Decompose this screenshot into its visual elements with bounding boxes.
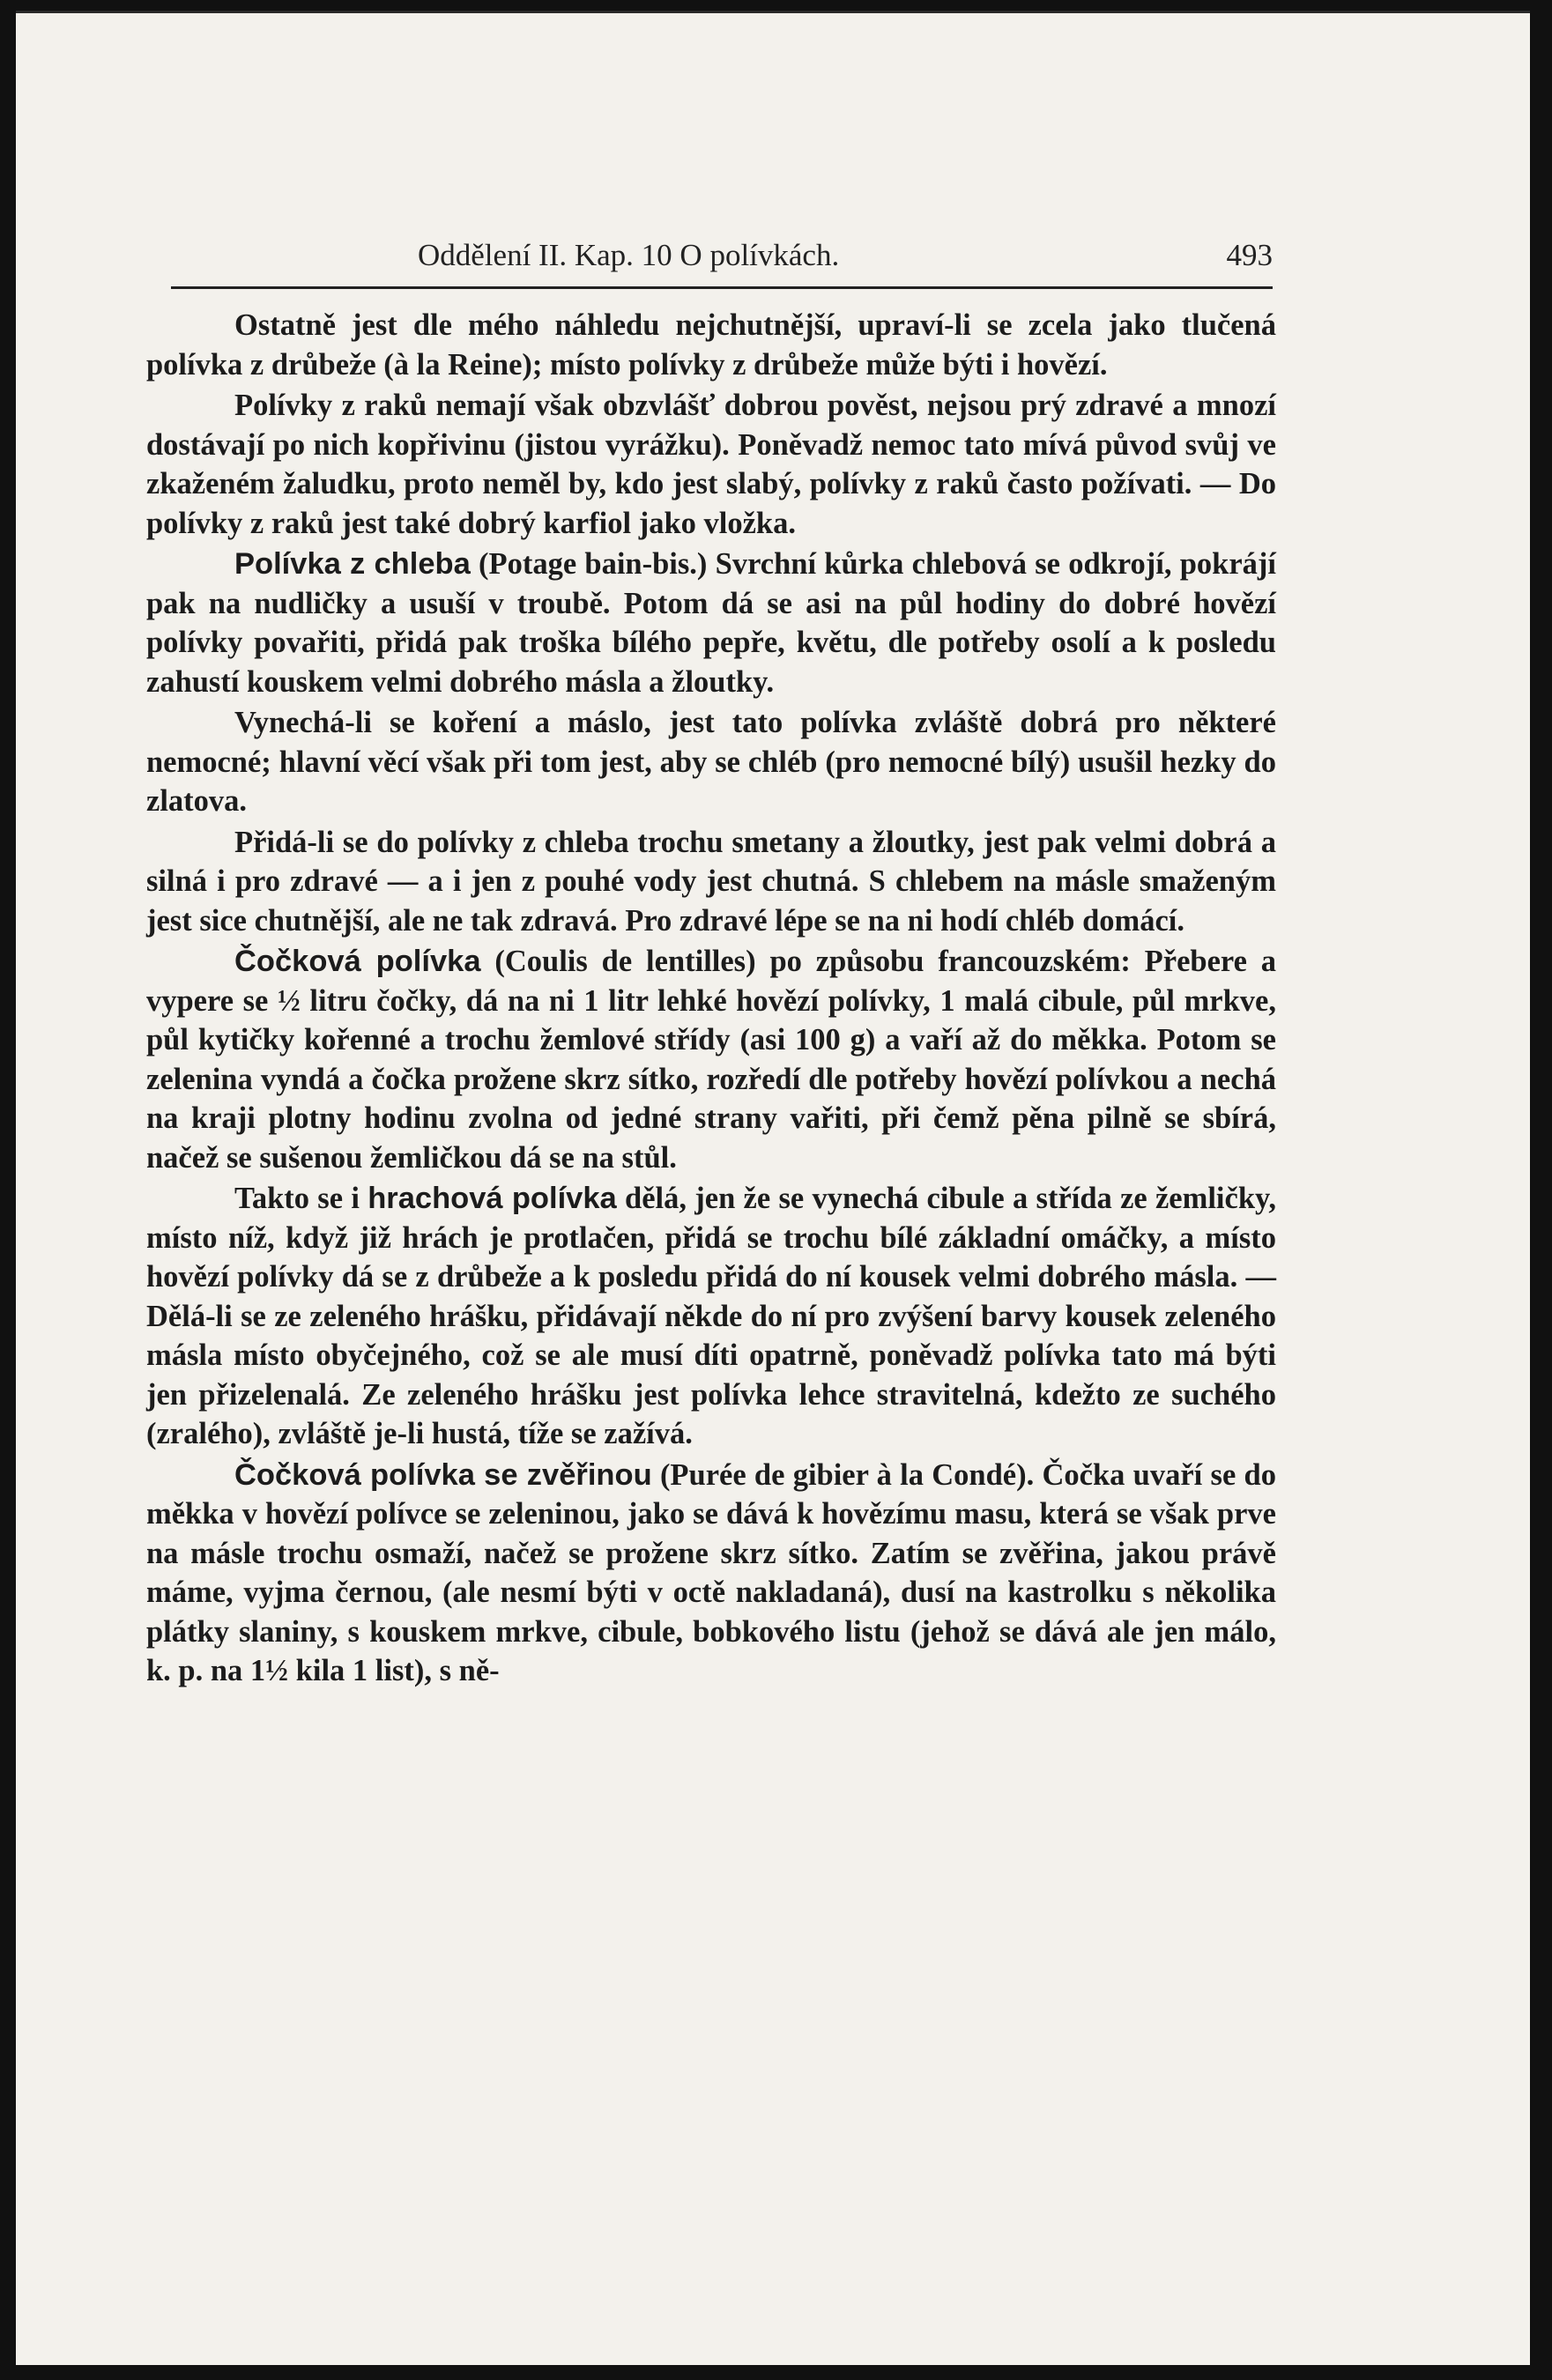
chapter-title: Oddělení II. Kap. 10 O polívkách. (418, 238, 840, 272)
paragraph: Čočková polívka se zvěřinou (Purée de gibier à la Condé). Čočka uvaří se do měkka v hovězí polívce se zeleninou, jako se dává k hovězímu masu, která se však prve na másle trochu osmaží, načež se prožene skrz sítko. Zatím se zvěřina, jakou právě máme, vyjma černou, (ale nesmí býti v octě nakladaná), dusí na kastrolku s několika plátky slaniny, s kouskem mrkve, cibule, bobkového listu (jehož se dává ale jen málo, k. p. na 1½ kila 1 list), s ně- (146, 1457, 1276, 1687)
paragraph: Přidá-li se do polívky z chleba trochu smetany a žloutky, jest pak velmi dobrá a silná i pro zdravé — a i jen z pouhé vody jest chutná. S chlebem na másle smaženým jest sice chutnější, ale ne tak zdravá. Pro zdravé lépe se na ni hodí chléb domácí. (146, 825, 1276, 938)
header-rule (171, 286, 1273, 289)
paragraph: Takto se i hrachová polívka dělá, jen že se vynechá cibule a střída ze žemličky, místo níž, když již hrách je protlačen, přidá se trochu bílé základní omáčky, a místo hovězí polívky dá se z drůbeže a k posledu přidá do ní kousek velmi dobrého másla. — Dělá-li se ze zeleného hrášku, přidávají někde do ní pro zvýšení barvy kousek zeleného másla místo obyčejného, což se ale musí díti opatrně, poněvadž polívka tato má býti jen přizelenalá. Ze zeleného hrášku jest polívka lehce stravitelná, kdežto ze suchého (zralého), zvláště je-li hustá, tíže se zažívá. (146, 1182, 1276, 1450)
running-header (171, 238, 1273, 282)
paragraph: Ostatně jest dle mého náhledu nejchutnější, upraví-li se zcela jako tlučená polívka z drůbeže (à la Reine); místo polívky z drůbeže může býti i hovězí. (146, 308, 1276, 382)
recipe-heading: Čočková polívka (234, 945, 481, 978)
book-page (16, 11, 1530, 2365)
page-number: 493 (1226, 238, 1273, 272)
body-text (146, 306, 1276, 1693)
paragraph: Čočková polívka (Coulis de lentilles) po způsobu francouzském: Přebere a vypere se ½ litru čočky, dá na ni 1 litr lehké hovězí polívky, 1 malá cibule, půl mrkve, půl kytičky kořenné a trochu žemlové střídy (asi 100 g) a vaří až do měkka. Potom se zelenina vyndá a čočka prožene skrz sítko, rozředí dle potřeby hovězí polívkou a nechá na kraji plotny hodinu zvolna od jedné strany vařiti, při čemž pěna pilně se sbírá, načež se sušenou žemličkou dá se na stůl. (146, 945, 1276, 1175)
paragraph: Polívka z chleba (Potage bain-bis.) Svrchní kůrka chlebová se odkrojí, pokrájí pak na nudličky a usuší v troubě. Potom dá se asi na půl hodiny do dobré hovězí polívky povařiti, přidá pak troška bílého pepře, květu, dle potřeby osolí a k posledu zahustí kouskem velmi dobrého másla a žloutky. (146, 547, 1276, 699)
paragraph: Polívky z raků nemají však obzvlášť dobrou pověst, nejsou prý zdravé a mnozí dostávají po nich kopřivinu (jistou vyrážku). Poněvadž nemoc tato mívá původ svůj ve zkaženém žaludku, proto neměl by, kdo jest slabý, polívky z raků často požívati. — Do polívky z raků jest také dobrý karfiol jako vložka. (146, 389, 1276, 540)
recipe-heading: Čočková polívka se zvěřinou (234, 1457, 652, 1492)
page-top-edge (16, 11, 1530, 13)
paragraph: Vynechá-li se koření a máslo, jest tato polívka zvláště dobrá pro některé nemocné; hlavní věcí však při tom jest, aby se chléb (pro nemocné bílý) usušil hezky do zlatova. (146, 706, 1276, 818)
recipe-heading: hrachová polívka (368, 1182, 617, 1215)
recipe-heading: Polívka z chleba (234, 547, 471, 581)
